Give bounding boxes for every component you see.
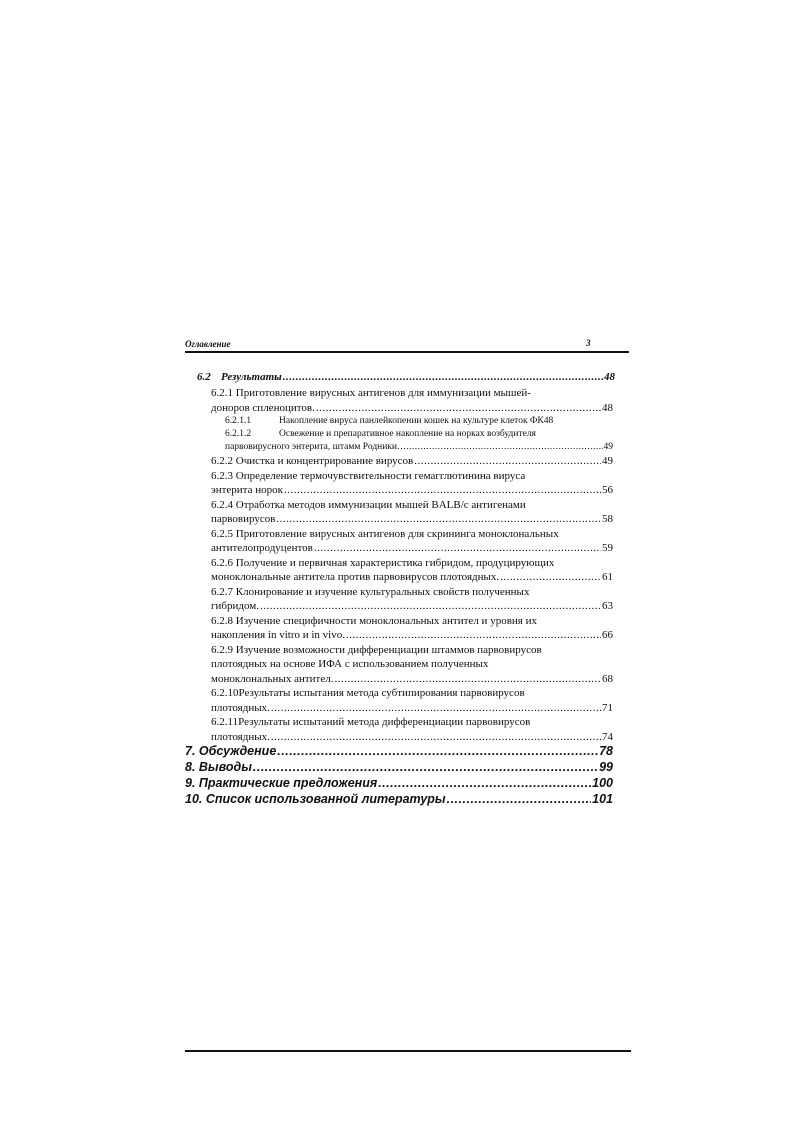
toc-page-number: 74 — [602, 730, 613, 743]
toc-item[interactable] — [185, 715, 613, 744]
toc-chapter-title: 8. Выводы — [185, 760, 252, 774]
toc-section-number: 6.2 — [197, 371, 211, 383]
toc-item-number: 6.2.4 — [211, 498, 233, 511]
toc-item-number: 6.2.6 — [211, 556, 233, 569]
toc-item[interactable] — [185, 686, 613, 715]
toc-item[interactable] — [185, 527, 613, 556]
toc-page-number: 48 — [602, 401, 613, 414]
toc-item-title-cont: парвовирусов — [211, 513, 276, 525]
dot-leader — [500, 570, 601, 585]
toc-item-title-cont: накопления in vitro и in vivo. — [211, 629, 345, 641]
header-page-number: 3 — [586, 338, 591, 348]
toc-chapter-title: 10. Список использованной литературы — [185, 792, 446, 806]
toc-item-title-cont: гибридом. — [211, 600, 259, 612]
toc-item-title: Получение и первичная характеристика гибридом, продуцирующих — [235, 556, 555, 569]
toc-item-title: Определение термочувствительности гемагглютинина вируса — [235, 469, 526, 482]
toc-item-title-cont: энтерита норок — [211, 484, 283, 496]
dot-leader — [284, 483, 601, 498]
toc-page-number: 78 — [599, 744, 613, 758]
header-title: Оглавление — [185, 339, 231, 349]
dot-leader — [334, 672, 601, 687]
toc-item[interactable] — [185, 614, 613, 643]
toc-page-number: 66 — [602, 629, 613, 641]
dot-leader — [314, 541, 601, 556]
toc-item[interactable] — [185, 643, 613, 687]
toc-item[interactable] — [185, 556, 613, 585]
toc-subitem[interactable] — [185, 415, 613, 428]
toc-subitem-title: Освежение и препаративное накопление на норках возбудителя — [279, 429, 536, 439]
toc-page-number: 59 — [602, 542, 613, 554]
toc-chapter-title: 7. Обсуждение — [185, 744, 277, 758]
toc-item-title: Очистка и концентрирование вирусов — [235, 455, 414, 467]
toc-chapter-10[interactable] — [185, 792, 613, 808]
toc-page-number: 49 — [602, 455, 613, 467]
toc-subitem[interactable] — [185, 428, 613, 454]
toc-item-title: Изучение возможности дифференциации штаммов парвовирусов — [235, 643, 542, 656]
toc-item-number: 6.2.8 — [211, 614, 233, 627]
toc-item-title: Изучение специфичности моноклональных антител и уровня их — [235, 614, 537, 627]
toc-section-6-2[interactable] — [185, 371, 615, 386]
toc-item-title: Приготовление вирусных антигенов для иммунизации мышей- — [235, 387, 531, 399]
footer-rule — [185, 1050, 631, 1052]
toc-item-number: 6.2.3 — [211, 469, 233, 482]
dot-leader — [346, 628, 601, 643]
toc-item-number: 6.2.9 — [211, 643, 233, 656]
toc-item-number: 6.2.2 — [211, 455, 233, 467]
toc-item-title: Приготовление вирусных антигенов для скрининга моноклональных — [235, 527, 559, 540]
dot-leader — [400, 441, 602, 454]
toc-page-number: 49 — [603, 442, 613, 452]
toc-chapter-9[interactable] — [185, 776, 613, 792]
toc-page-number: 58 — [602, 513, 613, 525]
toc-subitem-title: Накопление вируса панлейкопении кошек на культуре клеток ФК — [279, 416, 544, 426]
toc-item-title-cont: антителопродуцентов — [211, 542, 313, 554]
toc-item-number: 6.2.5 — [211, 527, 233, 540]
toc-page-number: 100 — [592, 776, 613, 790]
dot-leader — [253, 760, 598, 774]
toc-chapter-8[interactable] — [185, 760, 613, 776]
toc-item-title-cont: плотоядных. — [211, 730, 270, 743]
toc-page-number: 63 — [602, 600, 613, 612]
toc-subitem-title-cont: парвовирусного энтерита, штамм Родники. — [225, 442, 400, 452]
toc-item[interactable] — [185, 469, 613, 498]
toc-item-title-cont: плотоядных. — [211, 701, 270, 714]
page-header — [185, 338, 629, 353]
toc-chapter-7[interactable] — [185, 744, 613, 760]
toc-page-number: 56 — [602, 484, 613, 496]
dot-leader — [271, 701, 601, 716]
toc-subitem-number: 6.2.1.1 — [225, 416, 252, 426]
toc-item-title: Клонирование и изучение культуральных свойств полученных — [235, 585, 530, 598]
toc-item-title-cont: плотоядных на основе ИФА с использованием полученных — [211, 658, 489, 670]
toc-item-title-cont: моноклональные антитела против парвовирусов плотоядных. — [211, 571, 500, 583]
toc-item[interactable] — [185, 498, 613, 527]
toc-item-title-cont: доноров спленоцитов. — [211, 401, 315, 414]
toc-item-title-cont: моноклональных антител. — [211, 672, 334, 685]
toc-section-title: Результаты — [221, 371, 282, 383]
toc-item-title: Отработка методов иммунизации мышей BALB/c антигенами — [235, 498, 526, 511]
toc-page-number: 101 — [592, 792, 613, 806]
toc-item[interactable] — [185, 386, 613, 415]
dot-leader — [260, 599, 601, 614]
dot-leader — [271, 730, 601, 745]
toc-item[interactable] — [185, 585, 613, 614]
dot-leader — [447, 792, 592, 806]
dot-leader — [277, 744, 598, 758]
toc-item-title: Результаты испытаний метода дифференциации парвовирусов — [238, 716, 531, 728]
toc-page-number: 99 — [599, 760, 613, 774]
toc-page-number: 61 — [602, 571, 613, 583]
toc-page-number: 48 — [543, 416, 554, 426]
toc-page-number: 48 — [604, 371, 615, 383]
toc-item-number: 6.2.1 — [211, 387, 233, 399]
toc-item-number: 6.2.11 — [211, 716, 239, 728]
dot-leader — [276, 512, 601, 527]
toc-chapter-title: 9. Практические предложения — [185, 776, 378, 790]
toc-item[interactable] — [185, 454, 613, 469]
toc-page-number: 68 — [602, 672, 613, 685]
table-of-contents — [185, 371, 629, 808]
toc-page-number: 71 — [602, 701, 613, 714]
toc-item-number: 6.2.7 — [211, 585, 233, 598]
toc-subitem-number: 6.2.1.2 — [225, 429, 252, 439]
dot-leader — [378, 776, 591, 790]
dot-leader — [316, 401, 601, 416]
dot-leader — [283, 371, 603, 383]
toc-item-number: 6.2.10 — [211, 687, 239, 699]
toc-item-title: Результаты испытания метода субтипирования парвовирусов — [238, 687, 525, 699]
dot-leader — [414, 454, 601, 469]
